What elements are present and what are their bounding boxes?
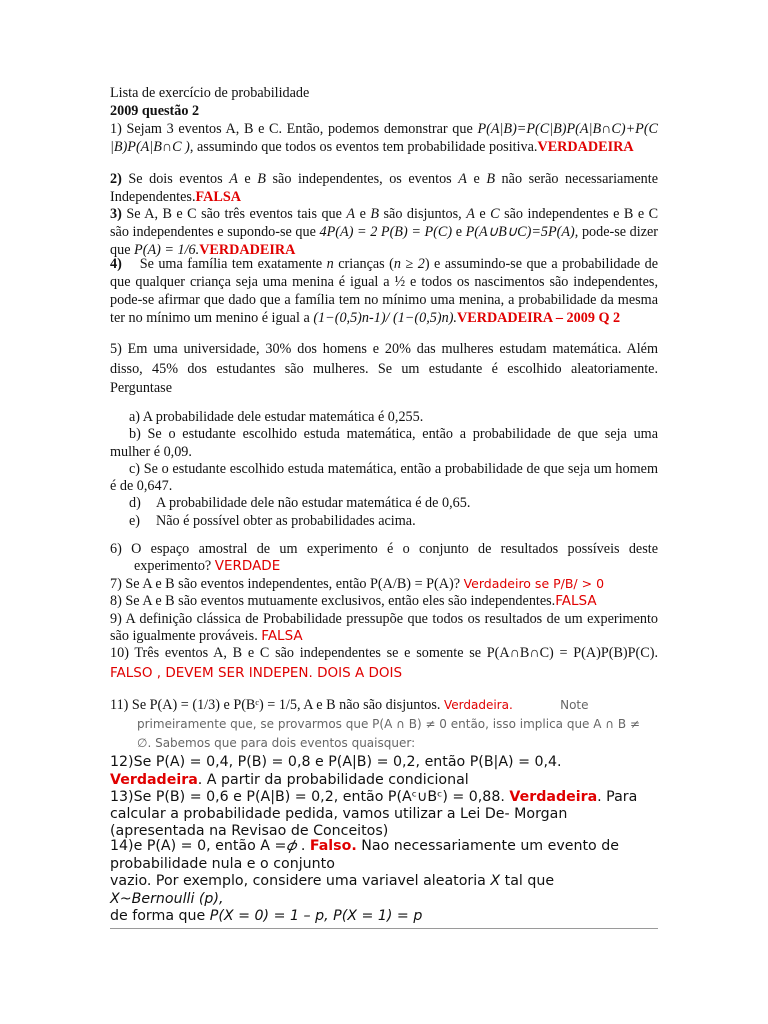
q2-text-end: não serão necessariamente Independentes. <box>110 171 659 205</box>
q4-text-3: ) e assumindo-se que a probabilidade de que qualquer criança seja uma menina é igual a ½ e todos os nascimentos são independentes, pode-se afirmar que dado que a família tem no mínimo uma menina, a probabilidade da mesma ter no mínimo um menino é igual a <box>110 256 659 326</box>
q5-option-b: b) Se o estudante escolhido estuda matemática, então a probabilidade de que seja uma mulher é 0,09. <box>110 426 658 460</box>
q14-line-4-b: P(X = 0) = 1 – p, P(X = 1) = p <box>209 908 423 924</box>
q8-answer: FALSA <box>555 593 597 610</box>
q9-answer: FALSA <box>261 627 303 644</box>
q3-formula-2: P(A∪B∪C)=5P(A) <box>465 224 575 240</box>
q11-text: 11) Se P(A) = (1/3) e P(Bᶜ) = 1/5, A e B não são disjuntos. <box>110 697 441 713</box>
document-title: Lista de exercício de probabilidade <box>110 85 310 101</box>
q14-line-3: X~Bernoulli (p), <box>110 890 224 907</box>
question-10 <box>110 643 658 683</box>
document-header <box>110 84 658 120</box>
q14-line-2-b: tal que <box>504 873 555 889</box>
questions-7-9 <box>110 575 658 645</box>
q14-answer: Falso. <box>309 838 357 854</box>
q3-formula-3: P(A) = 1/6. <box>134 242 200 258</box>
question-5-options <box>110 409 658 530</box>
q14-line-2 <box>110 873 658 891</box>
q4-answer: VERDADEIRA – 2009 Q 2 <box>456 310 621 326</box>
q14-x: X <box>490 873 501 889</box>
q3-and: e <box>359 206 366 222</box>
q5-option-e-text: Não é possível obter as probabilidades acima. <box>156 512 416 529</box>
q2-and: e <box>244 171 251 187</box>
q13-text: 13)Se P(B) = 0,6 e P(A|B) = 0,2, então P(Aᶜ∪Bᶜ) = 0,88. <box>110 789 505 805</box>
q4-condition: n ≥ 2 <box>393 256 425 272</box>
q12-answer: Verdadeira <box>110 771 198 788</box>
q5-option-e-label: e) <box>129 512 141 529</box>
q7-text: 7) Se A e B são eventos independentes, então P(A/B) = P(A)? <box>110 576 461 592</box>
q5-option-c: c) Se o estudante escolhido estuda matemática, então a probabilidade de que seja um homem é de 0,647. <box>110 460 658 495</box>
q3-text-5: , pode-se dizer que <box>110 224 659 258</box>
q2-text-mid: são independentes, os eventos <box>272 171 452 187</box>
q3-answer: VERDADEIRA <box>199 242 296 258</box>
question-2 <box>110 170 658 206</box>
question-11 <box>110 696 658 753</box>
q3-and-2: e <box>479 206 486 222</box>
q14-dot: . <box>300 838 306 854</box>
q3-event-c: C <box>490 206 500 222</box>
q11-answer: Verdadeira. <box>443 698 513 712</box>
q12-text: 12)Se P(A) = 0,4, P(B) = 0,8 e P(A|B) = 0,2, então P(B|A) = 0,4. <box>110 754 562 770</box>
q6-answer: VERDADE <box>214 558 281 575</box>
q3-text: Se A, B e C são três eventos tais que <box>126 206 342 222</box>
question-9 <box>110 611 658 646</box>
q4-formula: (1−(0,5)n-1)/ (1−(0,5)n). <box>313 310 457 326</box>
q3-number: 3) <box>110 206 122 222</box>
question-6 <box>110 541 658 576</box>
q3-event-a: A <box>346 206 356 222</box>
question-7 <box>110 575 658 593</box>
question-5 <box>110 340 658 399</box>
q14-line-2-a: vazio. Por exemplo, considere uma variavel aleatoria <box>110 873 486 889</box>
q5-option-d-text: A probabilidade dele não estudar matemática é de 0,65. <box>156 495 471 512</box>
q14-phi: 𝜙 <box>286 838 297 854</box>
q14-line-4-a: de forma que <box>110 908 206 924</box>
document-subtitle: 2009 questão 2 <box>110 103 200 119</box>
q10-answer: FALSO , DEVEM SER INDEPEN. DOIS A DOIS <box>110 665 403 681</box>
q11-note: Note primeiramente que, se provarmos que P(A ∩ B) ≠ 0 então, isso implica que A ∩ B ≠ ∅. Sabemos que para dois eventos quaisquer: <box>137 698 640 750</box>
q1-text: Sejam 3 eventos A, B e C. Então, podemos demonstrar que <box>126 121 473 137</box>
q1-formula: P(A|B)=P(C|B)P(A|B∩C)+P(C |B)P(A|B∩C ) <box>110 121 659 155</box>
q2-event-a: A <box>229 171 238 187</box>
q3-event-a-2: A <box>466 206 475 222</box>
q2-event-b: B <box>257 171 266 187</box>
bottom-divider <box>110 928 658 929</box>
q5-option-e <box>110 513 658 530</box>
question-4 <box>110 255 658 327</box>
q3-formula-1: 4P(A) = 2 P(B) = P(C) <box>319 224 453 240</box>
q2-answer: FALSA <box>195 189 241 205</box>
q1-answer: VERDADEIRA <box>537 139 634 155</box>
question-14 <box>110 838 658 926</box>
q3-text-3: são independentes e B e C são independentes e supondo-se que <box>110 206 659 240</box>
question-8 <box>110 593 658 610</box>
q13-text-end: . Para calcular a probabilidade pedida, vamos utilizar a Lei De- Morgan (apresentada na Revisao de Conceitos) <box>110 789 638 839</box>
q2-and-2: e <box>473 171 480 187</box>
question-1 <box>110 120 658 156</box>
question-12 <box>110 754 658 789</box>
q5-option-a: a) A probabilidade dele estudar matemática é 0,255. <box>129 409 424 425</box>
q7-answer: Verdadeiro se P/B/ > 0 <box>463 576 605 591</box>
q14-text: 14)e P(A) = 0, então A = <box>110 838 287 854</box>
q14-line-4 <box>110 908 658 926</box>
q13-answer: Verdadeira <box>509 789 598 805</box>
q9-text: 9) A definição clássica de Probabilidade pressupõe que todos os resultados de um experimento são igualmente prováveis. <box>110 610 658 644</box>
q1-text-end: , assumindo que todos os eventos tem probabilidade positiva. <box>189 139 538 155</box>
q2-event-a-2: A <box>458 171 467 187</box>
q4-number: 4) <box>110 256 122 272</box>
q5-option-d-label: d) <box>129 495 141 512</box>
q8-text: 8) Se A e B são eventos mutuamente exclusivos, então eles são independentes. <box>110 593 556 610</box>
q4-text: Se uma família tem exatamente <box>139 256 323 272</box>
q14-text-2: Nao necessariamente um evento de probabilidade nula e o conjunto <box>110 838 619 872</box>
q1-number: 1) <box>110 121 122 137</box>
q3-event-b: B <box>370 206 380 222</box>
question-3 <box>110 205 658 259</box>
q5-text: 5) Em uma universidade, 30% dos homens e 20% das mulheres estudam matemática. Além disso, 45% dos estudantes são mulheres. Se um estudante é escolhido aleatoriamente. Perguntase <box>110 341 658 396</box>
q2-text: Se dois eventos <box>128 171 223 187</box>
q4-n: n <box>326 256 334 272</box>
q12-text-end: . A partir da probabilidade condicional <box>197 771 469 788</box>
q2-number: 2) <box>110 171 122 187</box>
q5-option-d <box>110 495 658 512</box>
q6-text: 6) O espaço amostral de um experimento é o conjunto de resultados possíveis deste experimento? <box>110 541 658 575</box>
question-13 <box>110 789 658 840</box>
q3-text-2: são disjuntos, <box>383 206 462 222</box>
q14-line-1 <box>110 838 658 873</box>
q2-event-b-2: B <box>486 171 495 187</box>
q3-text-4: e <box>455 224 463 240</box>
q11-note-wrap <box>110 696 658 753</box>
q4-text-2: crianças ( <box>338 256 394 272</box>
q10-text: 10) Três eventos A, B e C são independentes se e somente se P(A∩B∩C) = P(A)P(B)P(C). <box>110 645 658 661</box>
